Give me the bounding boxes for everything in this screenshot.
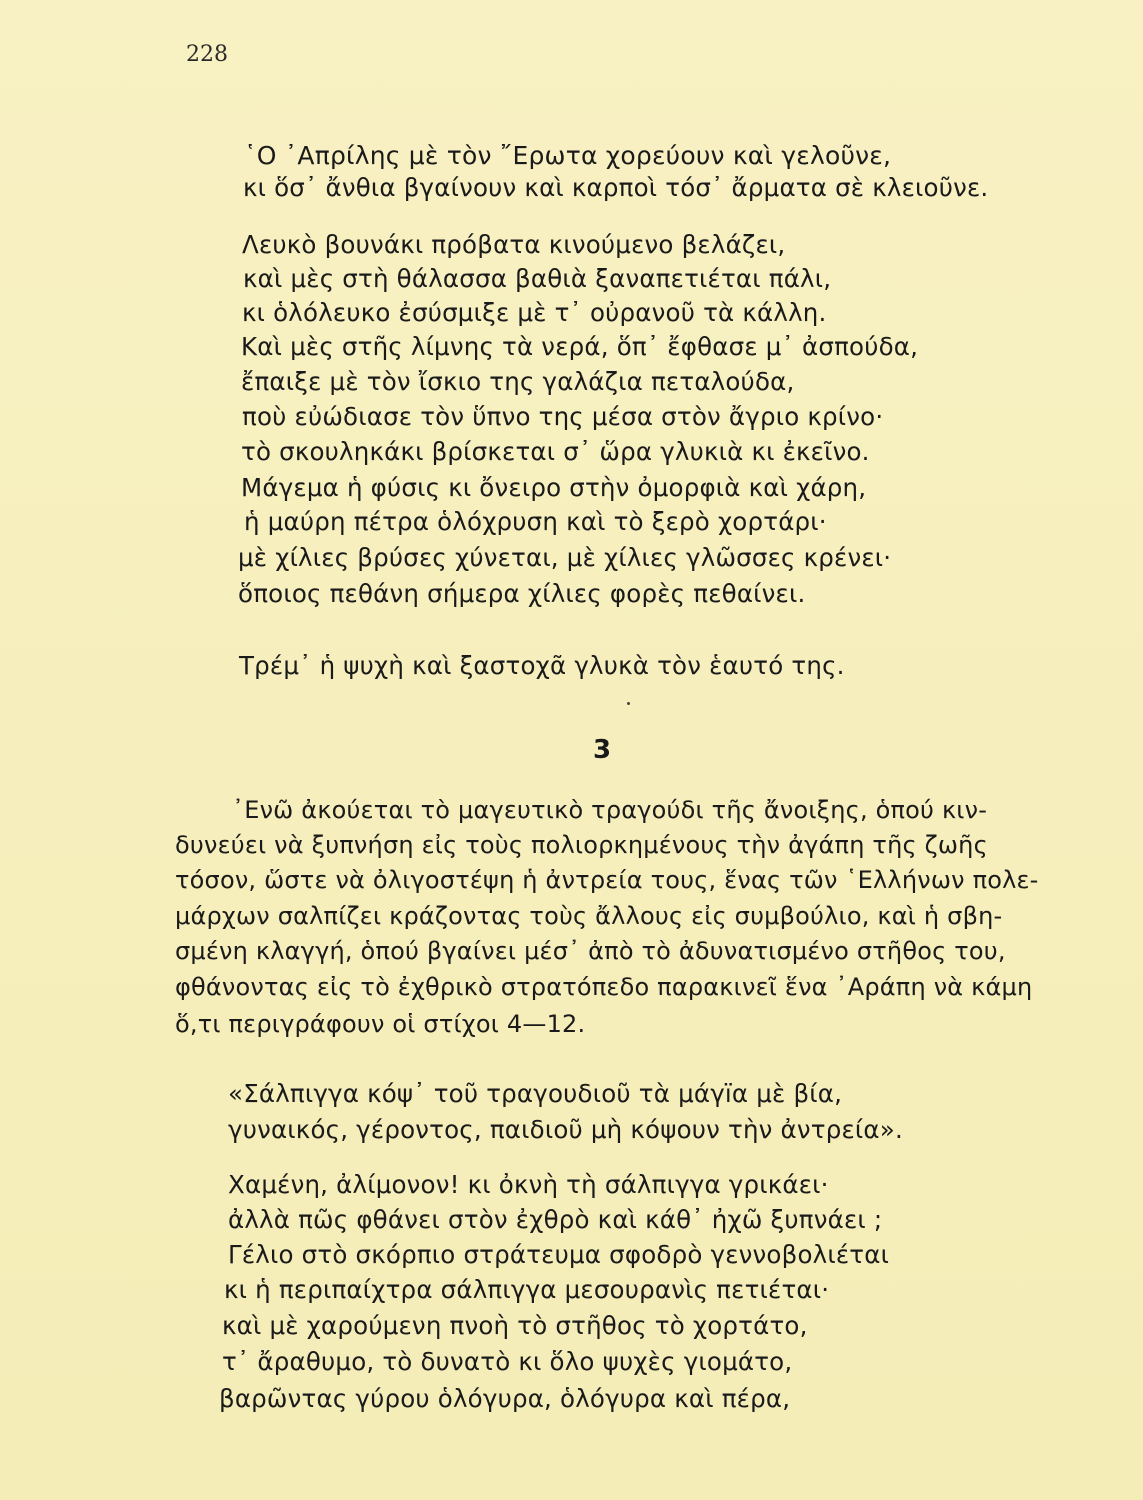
verse-line: γυναικός, γέροντος, παιδιοῦ μὴ κόψουν τὴν ἀντρεία». xyxy=(228,1115,903,1144)
verse-line: Γέλιο στὸ σκόρπιο στράτευμα σφοδρὸ γεννοβολιέται xyxy=(228,1240,890,1269)
page-number: 228 xyxy=(186,42,228,67)
verse-line: ἡ μαύρη πέτρα ὁλόχρυση καὶ τὸ ξερὸ χορτάρι· xyxy=(244,507,827,536)
verse-line: μὲ χίλιες βρύσες χύνεται, μὲ χίλιες γλῶσσες κρένει· xyxy=(238,543,892,572)
prose-line: ᾿Ενῶ ἀκούεται τὸ μαγευτικὸ τραγούδι τῆς ἄνοιξης, ὁπού κιν- xyxy=(232,796,988,824)
verse-line: κι ἡ περιπαίχτρα σάλπιγγα μεσουρανὶς πετιέται· xyxy=(224,1275,830,1304)
verse-line: τ᾿ ἄραθυμο, τὸ δυνατὸ κι ὅλο ψυχὲς γιομάτο, xyxy=(222,1347,793,1376)
prose-line: δυνεύει νὰ ξυπνήση εἰς τοὺς πολιορκημένους τὴν ἀγάπη τῆς ζωῆς xyxy=(175,831,988,859)
verse-line: καὶ μὲς στὴ θάλασσα βαθιὰ ξαναπετιέται πάλι, xyxy=(243,264,832,293)
verse-line: κι ὁλόλευκο ἐσύσμιξε μὲ τ᾿ οὐρανοῦ τὰ κάλλη. xyxy=(242,298,827,327)
prose-line: σμένη κλαγγή, ὁπού βγαίνει μέσ᾿ ἀπὸ τὸ ἀδυνατισμένο στῆθος του, xyxy=(175,937,1006,965)
verse-line: τὸ σκουληκάκι βρίσκεται σ᾿ ὥρα γλυκιὰ κι ἐκεῖνο. xyxy=(241,437,870,466)
verse-line: βαρῶντας γύρου ὁλόγυρα, ὁλόγυρα καὶ πέρα, xyxy=(219,1384,791,1413)
verse-line: ποὺ εὐώδιασε τὸν ὕπνο της μέσα στὸν ἄγριο κρίνο· xyxy=(242,402,884,431)
verse-line: ῾Ο ᾿Απρίλης μὲ τὸν ῎Ερωτα χορεύουν καὶ γελοῦνε, xyxy=(244,141,892,170)
verse-line: ὅποιος πεθάνη σήμερα χίλιες φορὲς πεθαίνει. xyxy=(238,579,806,608)
verse-line: καὶ μὲ χαρούμενη πνοὴ τὸ στῆθος τὸ χορτάτο, xyxy=(222,1311,808,1340)
prose-line: ὅ,τι περιγράφουν οἱ στίχοι 4—12. xyxy=(175,1010,586,1038)
verse-line: Χαμένη, ἀλίμονον! κι ὀκνὴ τὴ σάλπιγγα γρικάει· xyxy=(228,1170,829,1199)
section-number: 3 xyxy=(593,735,612,765)
ink-mark xyxy=(627,702,630,705)
verse-line: ἀλλὰ πῶς φθάνει στὸν ἐχθρὸ καὶ κάθ᾿ ἠχῶ ξυπνάει ; xyxy=(228,1205,883,1234)
verse-line: «Σάλπιγγα κόψ᾿ τοῦ τραγουδιοῦ τὰ μάγïα μὲ βία, xyxy=(228,1079,843,1108)
verse-line: ἔπαιξε μὲ τὸν ἴσκιο της γαλάζια πεταλούδα, xyxy=(241,367,795,396)
prose-line: μάρχων σαλπίζει κράζοντας τοὺς ἄλλους εἰς συμβούλιο, καὶ ἡ σβη- xyxy=(175,902,1003,930)
prose-line: φθάνοντας εἰς τὸ ἐχθρικὸ στρατόπεδο παρακινεῖ ἕνα ᾿Αράπη νὰ κάμη xyxy=(175,973,1033,1001)
verse-line: Λευκὸ βουνάκι πρόβατα κινούμενο βελάζει, xyxy=(242,230,786,259)
verse-line: Τρέμ᾿ ἡ ψυχὴ καὶ ξαστοχᾶ γλυκὰ τὸν ἑαυτό της. xyxy=(239,651,845,680)
verse-line: κι ὅσ᾿ ἄνθια βγαίνουν καὶ καρποὶ τόσ᾿ ἄρματα σὲ κλειοῦνε. xyxy=(243,173,989,202)
prose-line: τόσον, ὥστε νὰ ὀλιγοστέψη ἡ ἀντρεία τους, ἕνας τῶν ῾Ελλήνων πολε- xyxy=(175,866,1039,894)
verse-line: Μάγεμα ἡ φύσις κι ὄνειρο στὴν ὀμορφιὰ καὶ χάρη, xyxy=(241,473,867,502)
verse-line: Καὶ μὲς στῆς λίμνης τὰ νερά, ὅπ᾿ ἔφθασε μ᾿ ἀσπούδα, xyxy=(241,332,919,361)
